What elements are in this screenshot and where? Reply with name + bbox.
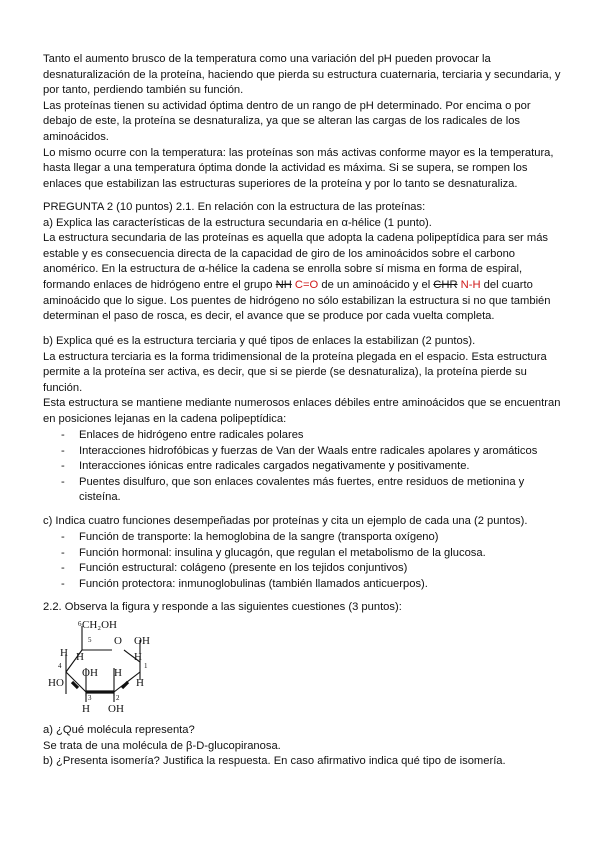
list-item: - Puentes disulfuro, que son enlaces covalentes más fuertes, entre residuos de metionina y	[43, 475, 563, 491]
atom-label: H	[82, 703, 90, 715]
question-c: c) Indica cuatro funciones desempeñadas por proteínas y cita un ejemplo de cada una (2 puntos).	[43, 515, 528, 527]
text-line: Las proteínas tienen su actividad óptima dentro de un rango de pH determinado. Por encima o por	[43, 99, 531, 112]
glucopyranose-structure	[48, 616, 168, 716]
atom-label: OH	[108, 703, 124, 715]
question-b2: b) ¿Presenta isomería? Justifica la respuesta. En caso afirmativo indica qué tipo de isomería.	[43, 755, 506, 768]
list-item: - Función estructural: colágeno (presente en los tejidos conjuntivos)	[43, 561, 563, 577]
text-line: debajo de este, la proteína se desnaturaliza, ya que se alteran las cargas de los radicales de los	[43, 115, 521, 128]
text-segment: de un aminoácido y el	[318, 278, 434, 291]
text-line: permite a la proteína ser activa, es decir, que si se pierde (se desnaturaliza), la proteína pierde su	[43, 366, 527, 379]
red-correction: C=O	[291, 278, 319, 291]
list-item: - Función hormonal: insulina y glucagón, que regulan el metabolismo de la glucosa.	[43, 546, 563, 562]
list-item: - Interacciones iónicas entre radicales cargados negativamente y positivamente.	[43, 459, 563, 475]
question-a2: a) ¿Qué molécula representa?	[43, 724, 195, 736]
atom-label: H	[60, 647, 68, 659]
atom-label: 6	[78, 620, 82, 628]
atom-label: 1	[144, 662, 148, 670]
text-line: aminoácidos.	[43, 130, 109, 143]
text-line: aminoácido que lo sigue. Los puentes de hidrógeno no sólo estabilizan la estructura si no que también	[43, 294, 551, 307]
struck-text: NH	[275, 278, 292, 291]
bond-types-list	[43, 428, 563, 506]
atom-label: 3	[88, 694, 92, 702]
text-line: Esta estructura se mantiene mediante numerosos enlaces débiles entre aminoácidos que se encuentran	[43, 397, 561, 410]
list-item: - Función protectora: inmunoglobulinas (también llamados anticuerpos).	[43, 577, 563, 593]
atom-label: 5	[88, 636, 92, 644]
question-b-block	[43, 334, 563, 428]
text-line: anomérico. En la estructura de α-hélice la cadena se enrolla sobre sí misma en forma de espiral,	[43, 263, 523, 276]
list-item: - Enlaces de hidrógeno entre radicales polares	[43, 428, 563, 444]
atom-label: H	[114, 667, 122, 679]
text-segment: del cuarto	[480, 278, 533, 291]
atom-label: OH	[82, 667, 98, 679]
answer-a2: Se trata de una molécula de β-D-glucopiranosa.	[43, 739, 281, 752]
atom-label: 4	[58, 662, 62, 670]
atom-label: 2	[116, 694, 120, 702]
atom-label: H	[76, 651, 84, 663]
red-correction: N-H	[457, 278, 481, 291]
atom-label: H	[134, 651, 142, 663]
text-line: La estructura terciaria es la forma tridimensional de la proteína plegada en el espacio. Esta estructura	[43, 350, 547, 363]
text-line: desnaturalización de la proteína, haciendo que pierda su estructura cuaternaria, terciaria y secundaria, y	[43, 68, 561, 81]
question-heading: PREGUNTA 2 (10 puntos) 2.1. En relación con la estructura de las proteínas:	[43, 201, 426, 213]
question-b: b) Explica qué es la estructura terciaria y qué tipos de enlaces la estabilizan (2 puntos).	[43, 335, 476, 347]
text-line: enlaces que estabilizan las estructuras superiores de la proteína y por lo tanto se desnaturaliza.	[43, 177, 518, 190]
ring-bond-bold	[122, 682, 128, 688]
text-line: hasta llegar a una temperatura óptima donde la actividad es máxima. Si se supera, se rompen los	[43, 162, 528, 175]
text-line: función.	[43, 381, 83, 394]
question-c-block	[43, 514, 563, 530]
question-2-2-answers	[43, 723, 563, 770]
atom-label: O	[114, 635, 122, 647]
question-2-1-block	[43, 200, 563, 325]
text-line-hbonds	[43, 278, 563, 294]
text-line: Lo mismo ocurre con la temperatura: las proteínas son más activas conforme mayor es la temperatura,	[43, 146, 554, 159]
text-line: La estructura secundaria de las proteínas es aquella que adopta la cadena polipeptídica para ser más	[43, 232, 549, 245]
text-segment: formando enlaces de hidrógeno entre el grupo	[43, 278, 276, 291]
text-line: estable y es consecuencia directa de la capacidad de giro de los aminoácidos sobre el carbono	[43, 247, 516, 260]
list-item-continuation: cisteína.	[79, 491, 121, 504]
atom-label: OH	[134, 635, 150, 647]
atom-label: H	[136, 677, 144, 689]
atom-label: CH₂OH	[82, 619, 118, 631]
struck-text: CHR	[433, 278, 458, 291]
text-line: determinan el paso de rosca, es decir, el avance que se produce por cada vuelta completa.	[43, 310, 495, 323]
atom-label: HO	[48, 677, 64, 689]
text-line: por tanto, perdiendo también su función.	[43, 84, 244, 97]
question-a: a) Explica las características de la estructura secundaria en α-hélice (1 punto).	[43, 216, 432, 229]
text-line: en posiciones lejanas en la cadena polipeptídica:	[43, 412, 287, 425]
text-line: Tanto el aumento brusco de la temperatura como una variación del pH pueden provocar la	[43, 53, 491, 65]
question-2-2-heading-block	[43, 600, 563, 616]
list-item: - Interacciones hidrofóbicas y fuerzas de Van der Waals entre radicales apolares y aromáticos	[43, 444, 563, 460]
intro-paragraph	[43, 52, 563, 192]
question-2-2-heading: 2.2. Observa la figura y responde a las siguientes cuestiones (3 puntos):	[43, 601, 402, 613]
protein-functions-list	[43, 530, 563, 592]
list-item: - Función de transporte: la hemoglobina de la sangre (transporta oxígeno)	[43, 530, 563, 546]
